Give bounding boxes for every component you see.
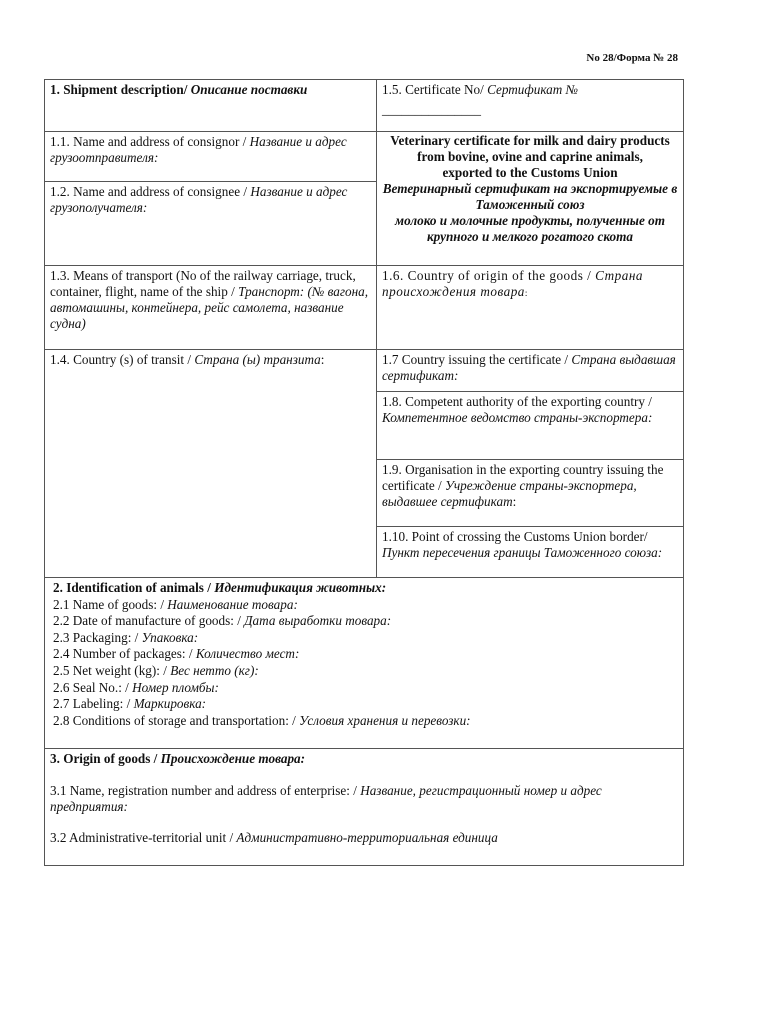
transport-label-ru: Транспорт: (№ вагона, автомашины, контейнера, рейс самолета, название судна)	[50, 284, 369, 331]
admin-unit-item	[50, 830, 678, 846]
certificate-number-label-ru: Сертификат №	[487, 82, 579, 97]
admin-unit-label-en: 3.2 Administrative-territorial unit /	[50, 830, 237, 845]
goods-name-label-ru: Наименование товара:	[167, 596, 298, 612]
transit-colon: :	[320, 352, 325, 367]
packages-label-en: 2.4 Number of packages: /	[53, 646, 196, 662]
enterprise-label-en: 3.1 Name, registration number and address of enterprise: /	[50, 783, 361, 798]
packaging-label-ru: Упаковка:	[141, 629, 199, 645]
consignee-field[interactable]	[45, 181, 376, 265]
transport-field[interactable]	[45, 265, 376, 349]
item-seal-number	[53, 680, 675, 697]
country-of-origin-field[interactable]	[376, 265, 683, 349]
packaging-label-en: 2.3 Packaging: /	[53, 629, 142, 645]
goods-name-label-en: 2.1 Name of goods: /	[53, 596, 168, 612]
origin-of-goods-section[interactable]	[45, 748, 683, 865]
organisation-label-ru: Учреждение страны-экспортера, выдавшее сертификат	[382, 478, 637, 509]
packages-label-ru: Количество мест:	[195, 646, 300, 662]
issuing-country-label-en: 1.7 Country issuing the certificate /	[382, 352, 572, 367]
transit-label-en: 1.4. Country (s) of transit /	[50, 352, 195, 367]
item-storage-conditions	[53, 713, 675, 730]
form-number: No 28/Форма № 28	[586, 52, 678, 64]
certificate-number-field[interactable]	[376, 80, 683, 131]
title-ru-line1: Ветеринарный сертификат на экспортируемые в Таможенный союз	[382, 181, 678, 212]
transit-label-ru: Страна (ы) транзита	[194, 352, 321, 367]
labeling-label-ru: Маркировка:	[133, 696, 207, 712]
certificate-number-blank: _______________	[382, 102, 481, 117]
transit-countries-field[interactable]	[45, 349, 376, 577]
labeling-label-en: 2.7 Labeling: /	[53, 696, 134, 712]
manufacture-date-label-en: 2.2 Date of manufacture of goods: /	[53, 613, 245, 629]
enterprise-item	[50, 783, 678, 815]
certificate-number-label-en: 1.5. Certificate No/	[382, 82, 488, 97]
seal-label-ru: Номер пломбы:	[132, 679, 219, 695]
shipment-description-heading	[45, 80, 376, 131]
item-net-weight	[53, 663, 675, 680]
consignee-label-en: 1.2. Name and address of consignee /	[50, 184, 251, 199]
border-point-label-ru: Пункт пересечения границы Таможенного союза:	[382, 545, 663, 560]
authority-label-en: 1.8. Competent authority of the exporting country /	[382, 394, 652, 409]
competent-authority-field[interactable]	[376, 391, 683, 459]
identification-section[interactable]	[45, 577, 683, 748]
border-crossing-field[interactable]	[376, 526, 683, 577]
item-labeling	[53, 696, 675, 713]
admin-unit-label-ru: Административно-территориальная единица	[236, 830, 498, 845]
section2-heading-en: 2. Identification of animals /	[53, 580, 215, 595]
certificate-form	[44, 79, 684, 866]
title-ru-line2: молоко и молочные продукты, полученные от крупного и мелкого рогатого скота	[395, 213, 665, 244]
consignor-label-ru: Название и адрес грузоотправителя:	[50, 134, 347, 165]
issuing-country-label-ru: Страна выдавшая сертификат:	[382, 352, 676, 383]
section3-heading-en: 3. Origin of goods /	[50, 751, 161, 766]
issuing-organisation-field[interactable]	[376, 459, 683, 526]
item-number-of-packages	[53, 646, 675, 663]
item-packaging	[53, 630, 675, 647]
net-weight-label-ru: Вес нетто (кг):	[170, 662, 259, 678]
title-en-line2: exported to the Customs Union	[442, 165, 618, 180]
section2-heading-ru: Идентификация животных:	[214, 580, 387, 595]
item-manufacture-date	[53, 613, 675, 630]
issuing-country-field[interactable]	[376, 349, 683, 391]
section1-heading-en: 1. Shipment description/	[50, 82, 191, 97]
authority-label-ru: Компетентное ведомство страны-экспортера:	[382, 410, 653, 425]
manufacture-date-label-ru: Дата выработки товара:	[244, 613, 392, 629]
origin-country-colon: :	[524, 288, 528, 298]
consignor-field[interactable]	[45, 131, 376, 181]
title-en-line1: Veterinary certificate for milk and dairy products from bovine, ovine and caprine animals,	[390, 133, 670, 164]
storage-label-ru: Условия хранения и перевозки:	[299, 712, 471, 728]
origin-country-label-ru: Страна происхождения товара	[382, 268, 643, 299]
net-weight-label-en: 2.5 Net weight (kg): /	[53, 662, 171, 678]
certificate-title-block	[376, 131, 683, 265]
section1-heading-ru: Описание поставки	[190, 82, 308, 97]
enterprise-label-ru: Название, регистрационный номер и адрес предприятия:	[50, 783, 602, 814]
border-point-label-en: 1.10. Point of crossing the Customs Union border/	[382, 529, 648, 544]
consignee-label-ru: Название и адрес грузополучателя:	[50, 184, 348, 215]
section3-heading	[50, 751, 678, 767]
item-goods-name	[53, 597, 675, 614]
section2-heading	[53, 580, 675, 597]
section3-heading-ru: Происхождение товара:	[160, 751, 306, 766]
consignor-label-en: 1.1. Name and address of consignor /	[50, 134, 250, 149]
organisation-colon: :	[512, 494, 517, 509]
origin-country-label-en: 1.6. Country of origin of the goods /	[382, 268, 596, 283]
storage-label-en: 2.8 Conditions of storage and transportation: /	[53, 712, 300, 728]
organisation-label-en: 1.9. Organisation in the exporting country issuing the certificate /	[382, 462, 664, 493]
transport-label-en: 1.3. Means of transport (No of the railway carriage, truck, container, flight, name of the ship /	[50, 268, 356, 299]
seal-label-en: 2.6 Seal No.: /	[53, 679, 133, 695]
